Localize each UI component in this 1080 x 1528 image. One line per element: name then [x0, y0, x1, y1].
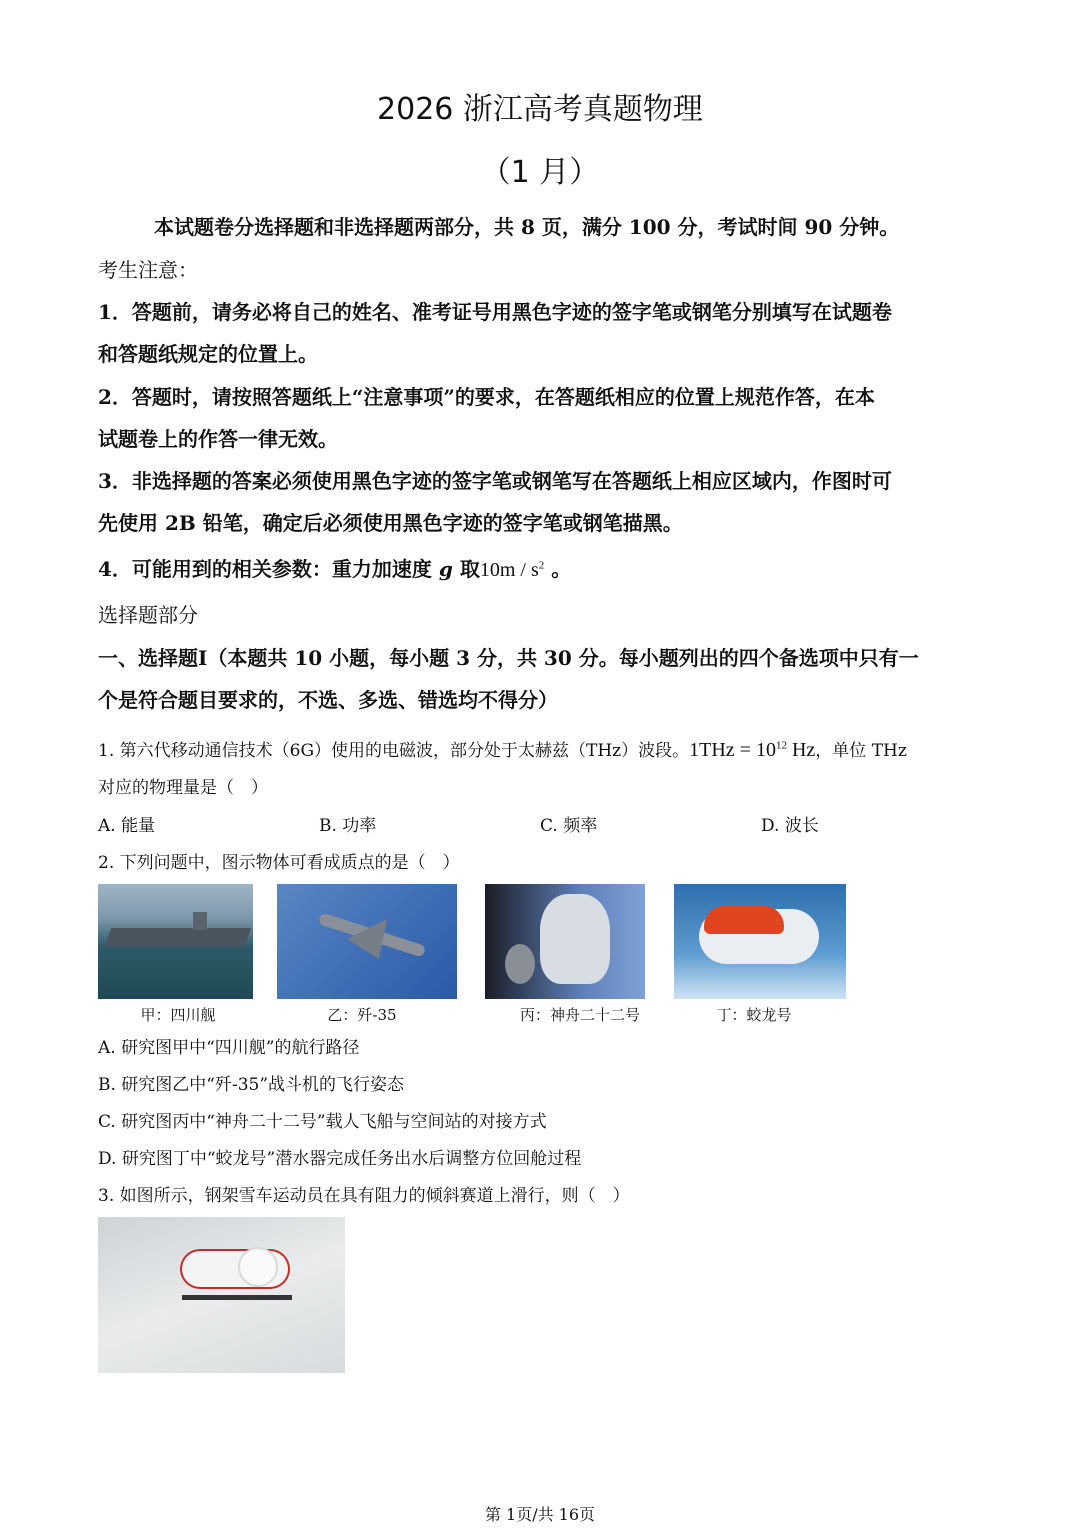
q1-option-c: C. 频率: [540, 816, 598, 836]
q2-option-d: D. 研究图丁中“蛟龙号”潜水器完成任务出水后调整方位回舱过程: [98, 1149, 582, 1169]
question-2-stem: 2. 下列问题中，图示物体可看成质点的是（ ）: [98, 853, 460, 873]
notice-line: 1．答题前，请务必将自己的姓名、准考证号用黑色字迹的签字笔或钢笔分别填写在试题卷: [98, 300, 892, 324]
gravity-unit: 10m / s: [479, 559, 539, 581]
q1-text: ，单位 THz: [815, 741, 907, 761]
page-footer: 第 1页/共 16页: [484, 1505, 596, 1524]
image-caption-yi: 乙：歼-35: [327, 1006, 397, 1024]
q1-option-d: D. 波长: [761, 816, 819, 836]
q1-text: 1. 第六代移动通信技术（6G）使用的电磁波，部分处于太赫兹（THz）波段。: [98, 741, 690, 761]
spacecraft-image: [485, 884, 645, 999]
part1-heading: 一、选择题Ⅰ（本题共 10 小题，每小题 3 分，共 30 分。每小题列出的四个备选项中只有一: [98, 646, 919, 670]
image-caption-jia: 甲：四川舰: [140, 1006, 216, 1024]
notice-heading: 考生注意：: [98, 258, 198, 282]
question-1-stem-cont: 对应的物理量是（ ）: [98, 778, 268, 798]
q1-option-b: B. 功率: [319, 816, 377, 836]
aircraft-carrier-image: [98, 884, 253, 999]
question-1-stem: [98, 736, 907, 762]
q1-option-a: A. 能量: [98, 816, 156, 836]
part1-heading: 个是符合题目要求的，不选、多选、错选均不得分）: [98, 688, 558, 712]
notice-4-suffix: 。: [544, 557, 572, 581]
notice-line: 2．答题时，请按照答题纸上“注意事项”的要求，在答题纸相应的位置上规范作答，在本: [98, 385, 875, 409]
notice-line: 试题卷上的作答一律无效。: [98, 427, 338, 451]
q1-formula-unit: Hz: [786, 739, 816, 761]
notice-4-prefix: 4．可能用到的相关参数：重力加速度: [98, 557, 439, 581]
section-heading: 选择题部分: [98, 603, 198, 627]
submersible-image: [674, 884, 846, 999]
q2-option-c: C. 研究图丙中“神舟二十二号”载人飞船与空间站的对接方式: [98, 1112, 547, 1132]
gravity-value: [480, 559, 544, 581]
fighter-jet-image: [277, 884, 457, 999]
notice-line: 3．非选择题的答案必须使用黑色字迹的签字笔或钢笔写在答题纸上相应区域内，作图时可: [98, 469, 892, 493]
q1-formula: [689, 739, 815, 761]
notice-4-mid: 取: [452, 557, 480, 581]
question-3-stem: 3. 如图所示，钢架雪车运动员在具有阻力的倾斜赛道上滑行，则（ ）: [98, 1186, 630, 1206]
q2-option-a: A. 研究图甲中“四川舰”的航行路径: [98, 1038, 360, 1058]
notice-4: [98, 553, 571, 582]
notice-line: 和答题纸规定的位置上。: [98, 342, 318, 366]
gravity-variable: g: [438, 557, 453, 581]
intro-text: 本试题卷分选择题和非选择题两部分，共 8 页，满分 100 分，考试时间 90 分钟。: [154, 215, 900, 239]
skeleton-sled-image: [98, 1217, 345, 1373]
page-subtitle: （1 月）: [480, 155, 600, 190]
q2-option-b: B. 研究图乙中“歼-35”战斗机的飞行姿态: [98, 1075, 405, 1095]
q1-formula-exp: 12: [775, 739, 787, 752]
image-caption-bing: 丙：神舟二十二号: [519, 1006, 640, 1024]
gravity-exponent: 2: [538, 559, 545, 572]
page-title: 2026 浙江高考真题物理: [377, 92, 703, 127]
q1-formula-base: 1THz = 10: [689, 739, 776, 761]
image-caption-ding: 丁：蛟龙号: [716, 1006, 792, 1024]
notice-line: 先使用 2B 铅笔，确定后必须使用黑色字迹的签字笔或钢笔描黑。: [98, 511, 683, 535]
